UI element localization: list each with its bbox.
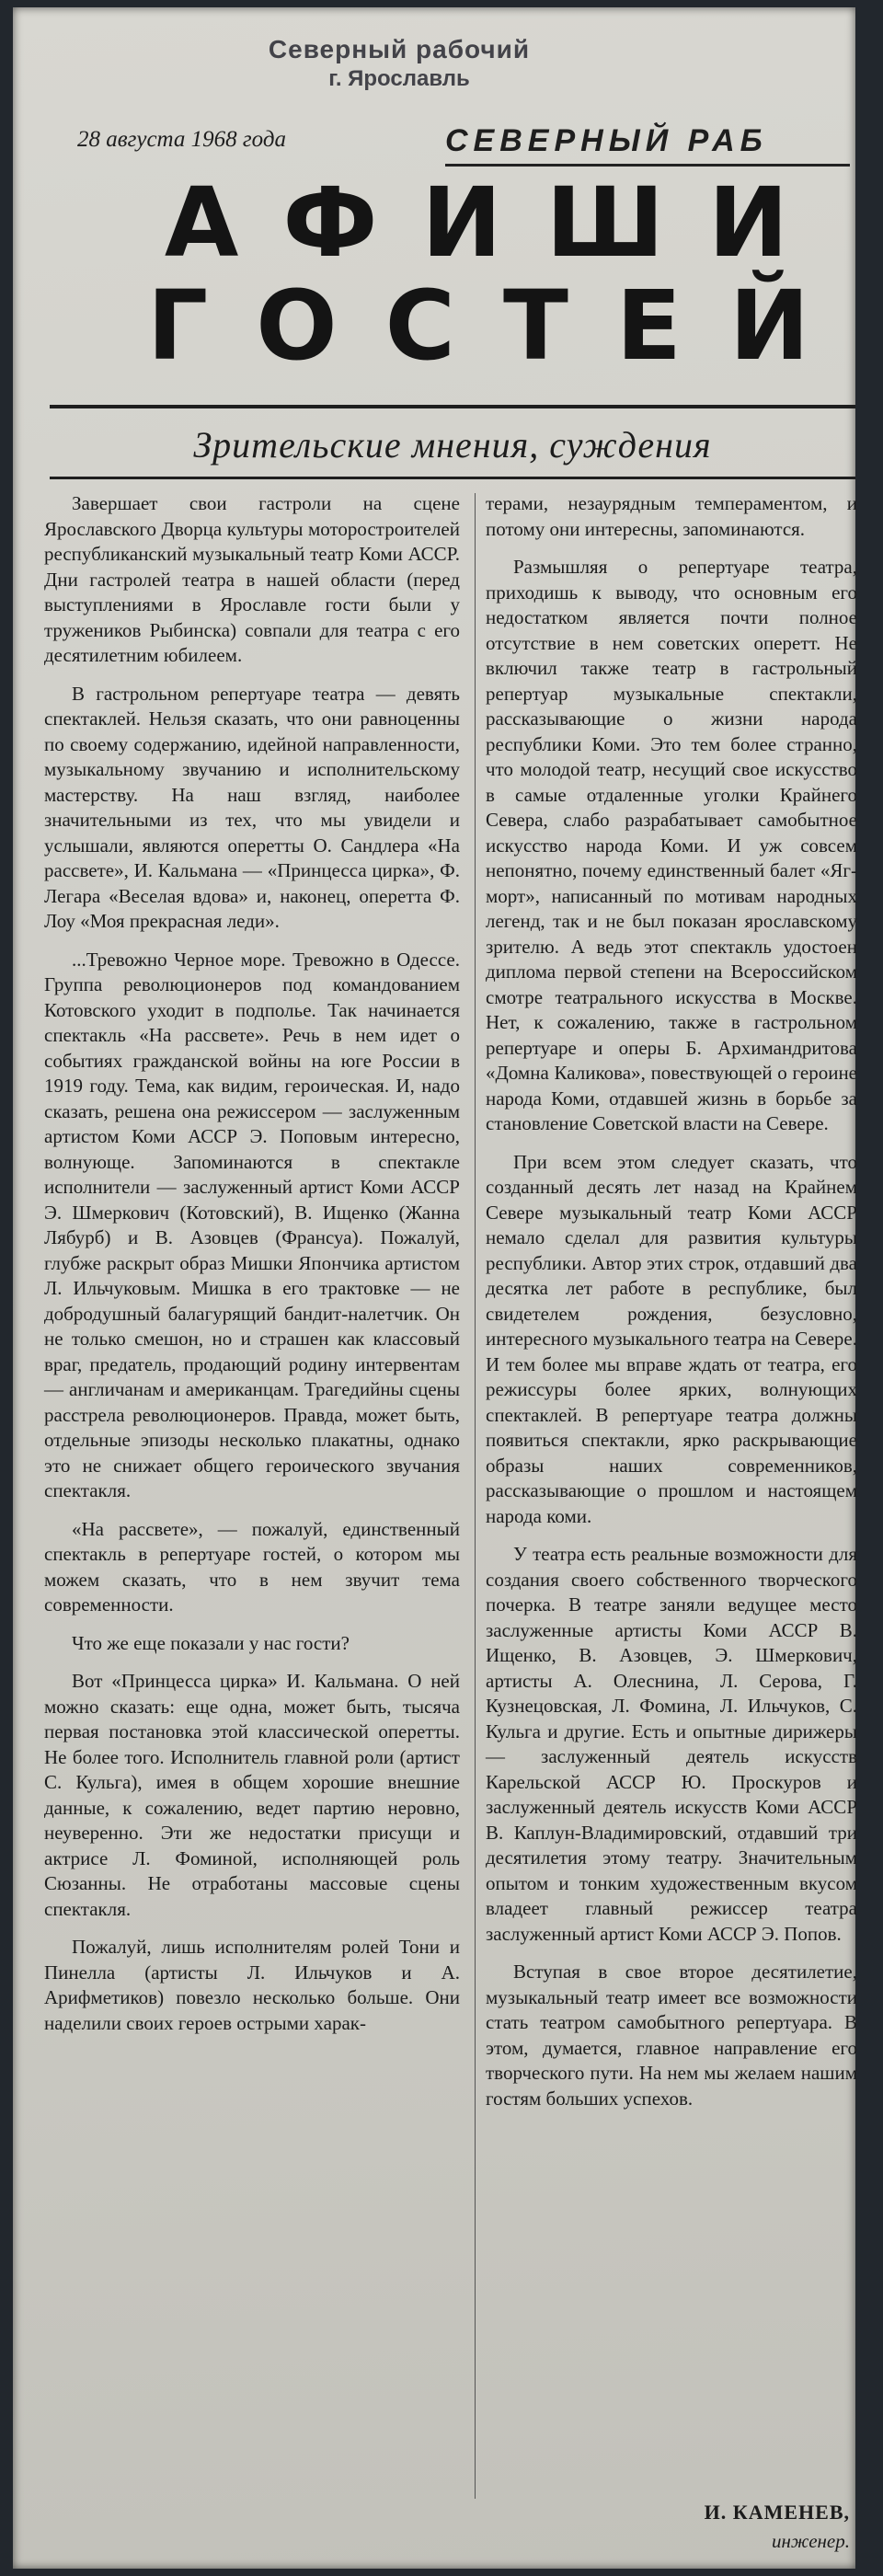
paragraph: Что же еще показали у нас гости? [72,1631,350,1654]
paragraph: Завершает свои гастроли на сцене Ярославского Дворца культуры моторостроителей республиканский музыкальный театр Коми АССР. Дни гастролей театра в нашей области (перед выступлениями в Ярославле гости были у тружеников Рыбинска) совпали для театра с его десятилетним юбилеем. [44,492,460,666]
stamp-line-1: Северный рабочий [268,35,531,63]
paragraph: «На рассвете», — пожалуй, единственный спектакль в репертуаре гостей, о котором мы можем сказать, что в нем звучит тема современности. [44,1517,460,1616]
article-column-right [486,491,857,2124]
newspaper-name: СЕВЕРНЫЙ РАБ [445,123,768,158]
paragraph: В гастрольном репертуаре театра — девять спектаклей. Нельзя сказать, что они равноценны по своему содержанию, идейной направленности, музыкальному звучанию и исполнительскому мастерству. На наш взгляд, наиболее значительными из тех, что мы увидели и услышали, являются оперетты О. Сандлера «На рассвете», И. Кальмана — «Принцесса цирка», Ф. Легара «Веселая вдова» и, наконец, оперетта Ф. Лоу «Моя прекрасная леди». [44,682,460,932]
paragraph: Пожалуй, лишь исполнителям ролей Тони и Пинелла (артисты Л. Ильчуков и А. Арифметиков) повезло несколько больше. Они наделили своих героев острыми харак- [44,1936,460,2034]
article-column-left [44,491,460,2049]
paragraph-continued: терами, незаурядным темпераментом, и потому они интересны, запоминаются. [486,492,857,540]
library-stamp [206,35,592,92]
paragraph: ...Тревожно Черное море. Тревожно в Одессе. Группа революционеров под командованием Котовского уходит в подполье. Так начинается спектакль «На рассвете». Речь в нем идет о событиях гражданской войны на юге России в 1919 году. Тема, как видим, героическая. И, надо сказать, решена она режиссером — заслуженным артистом Коми АССР Э. Поповым интересно, волнующе. Запоминаются в спектакле исполнители — заслуженный артист Коми АССР Э. Шмеркович (Котовский), В. Ищенко (Жанна Лябурб) и В. Азовцев (Франсуа). Пожалуй, глубже раскрыт образ Мишки Япончика артистом Л. Ильчуковым. Мишка в его трактовке — не добродушный балагурящий бандит-налетчик. Он не только смешон, но и страшен как классовый враг, предатель, продающий родину интервентам — англичанам и американцам. Трагедийны сцены расстрела революционеров. Правда, может быть, отдельные эпизоды несколько плакатны, однако это не снижает общего героического звучания спектакля. [44,948,460,1501]
paragraph: Вот «Принцесса цирка» И. Кальмана. О ней можно сказать: еще одна, может быть, тысяча первая постановка этой классической оперетты. Не более того. Исполнитель главной роли (артист С. Кульга), имея в общем хорошие внешние данные, к сожалению, ведет партию неровно, неуверенно. Эти же недостатки присущи и актрисе Л. Фоминой, исполняющей роль Сюзанны. Не отработаны массовые сцены спектакля. [44,1670,460,1920]
paragraph: Вступая в свое второе десятилетие, музыкальный театр имеет все возможности стать театром самобытного репертуара. В этом, думается, главное направление его творческого пути. На нем мы желаем нашим гостям больших успехов. [486,1961,857,2110]
author-signature: И. КАМЕНЕВ, [704,2501,850,2524]
dateline: 28 августа 1968 года [77,127,286,152]
subtitle-rule-top [50,405,855,408]
headline-line-1: АФИШИ [164,167,833,279]
paragraph: Размышляя о репертуаре театра, приходишь к выводу, что основным его недостатком является почти полное отсутствие в нем советских оперетт. Не включил также театр в гастрольный репертуар музыкальные спектакли, рассказывающие о жизни народа республики Коми. Это тем более странно, что молодой театр, несущий свое искусство в самые отдаленные уголки Крайнего Севера, слабо разрабатывает самобытное искусство народа Коми. И уж совсем непонятно, почему единственный балет «Яг-морт», написанный по мотивам народных легенд, так и не был показан ярославскому зрителю. А ведь этот спектакль удостоен диплома первой степени на Всероссийском смотре театрального искусства в Москве. Нет, к сожалению, также в гастрольном репертуаре и оперы Б. Архимандритова «Домна Каликова», повествующей о героине народа Коми, отдавшей жизнь в борьбе за становление Советской власти на Севере. [486,556,857,1134]
newspaper-clipping [13,7,858,2569]
author-occupation: инженер. [772,2530,850,2552]
paragraph: При всем этом следует сказать, что созданный десять лет назад на Крайнем Севере музыкальный театр Коми АССР немало сделал для развития культуры республики. Автор этих строк, отдавший два десятка лет работе в республике, был свидетелем рождения, безусловно, интересного музыкального театра на Севере. И тем более мы вправе ждать от театра, его режиссуры более ярких, волнующих спектаклей. В репертуаре театра должны появиться спектакли, ярко раскрывающие образы наших современников, рассказывающие о прошлом и настоящем народа коми. [486,1150,857,1527]
stamp-line-2: г. Ярославль [328,66,470,91]
subtitle-rule-bottom [50,477,855,479]
subtitle: Зрительские мнения, суждения [193,424,712,466]
column-divider [475,493,476,2499]
paragraph: У театра есть реальные возможности для создания своего собственного творческого почерка. В театре заняли ведущее место заслуженные артисты Коми АССР В. Ищенко, В. Азовцев, Э. Шмеркович, артисты А. Олеснина, Л. Серова, Г. Кузнецовская, Л. Фомина, Л. Ильчуков, С. Кульга и другие. Есть и опытные дирижеры — заслуженный деятель искусств Карельской АССР Ю. Проскуров и заслуженный деятель искусств Коми АССР В. Каплун-Владимировский, отдавший три десятилетия этому театру. Значительным опытом и тонким художественным вкусом владеет главный режиссер театра заслуженный артист Коми АССР Э. Попов. [486,1543,857,1945]
headline-line-2: ГОСТЕЙ [146,270,858,382]
